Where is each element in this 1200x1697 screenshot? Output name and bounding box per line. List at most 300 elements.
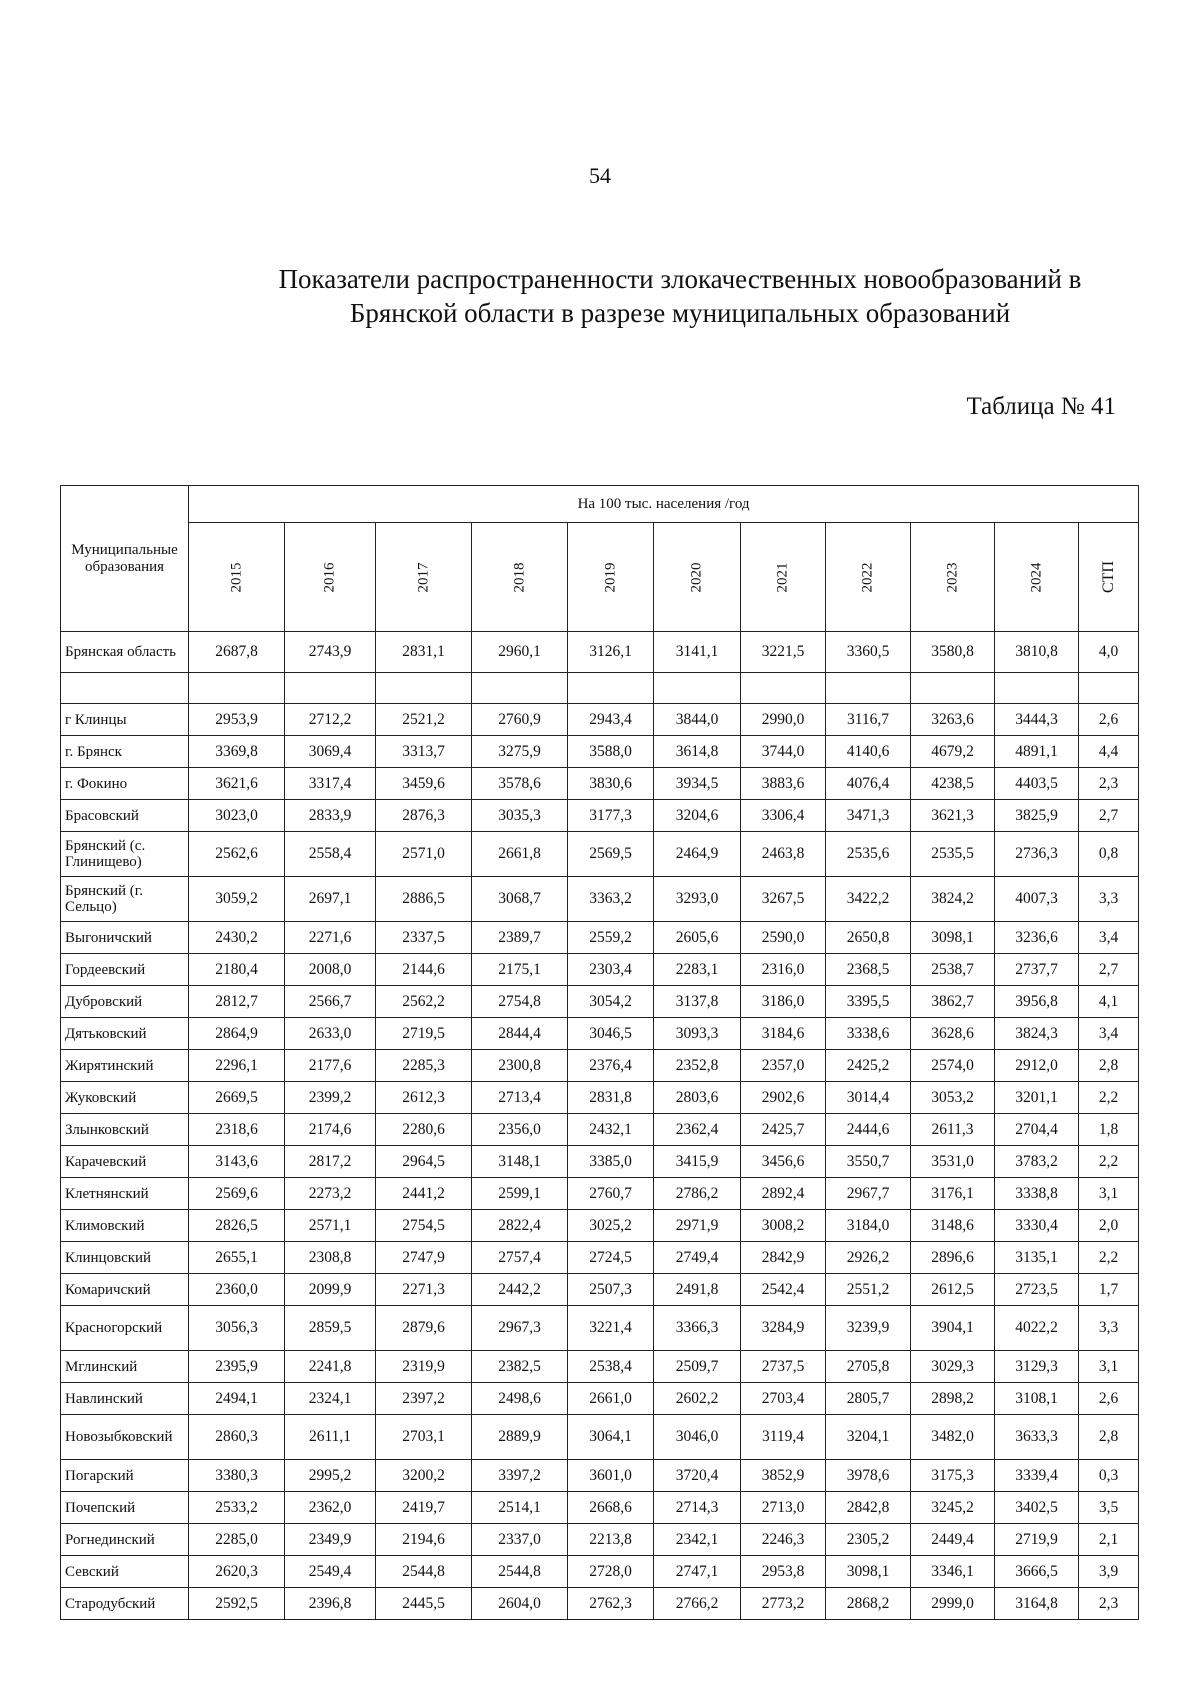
table-row [61,922,1139,954]
table-cell: 3904,1 [911,1306,995,1351]
table-cell: 3852,9 [741,1460,826,1492]
table-cell: 3531,0 [911,1146,995,1178]
table-cell: 2833,9 [285,800,376,832]
table-cell: 2551,2 [826,1274,911,1306]
table-cell: 2419,7 [376,1492,472,1524]
table-cell: 2592,5 [189,1588,285,1620]
table-cell: 2177,6 [285,1050,376,1082]
table-cell: 2337,0 [472,1524,568,1556]
empty-cell [61,673,189,704]
municipality-name: Новозыбковский [61,1415,189,1460]
municipality-name: Жирятинский [61,1050,189,1082]
table-cell: 3720,4 [654,1460,741,1492]
empty-cell [189,673,285,704]
prevalence-table [60,485,1139,1620]
table-cell: 2605,6 [654,922,741,954]
table-cell: 2773,2 [741,1588,826,1620]
table-cell: 2831,1 [376,632,472,673]
table-cell: 2441,2 [376,1178,472,1210]
table-cell: 2571,1 [285,1210,376,1242]
column-header [472,523,568,632]
table-cell: 3046,0 [654,1415,741,1460]
table-cell: 2868,2 [826,1588,911,1620]
table-cell: 2562,2 [376,986,472,1018]
table-cell: 2,3 [1079,1588,1139,1620]
table-cell: 2316,0 [741,954,826,986]
table-cell: 3825,9 [995,800,1079,832]
table-cell: 3306,4 [741,800,826,832]
table-cell: 2766,2 [654,1588,741,1620]
table-cell: 3978,6 [826,1460,911,1492]
table-cell: 2743,9 [285,632,376,673]
table-cell: 2008,0 [285,954,376,986]
table-cell: 3029,3 [911,1351,995,1383]
municipality-name: Жуковский [61,1082,189,1114]
table-cell: 2180,4 [189,954,285,986]
table-cell: 2558,4 [285,832,376,877]
table-header [61,486,1139,632]
table-cell: 3069,4 [285,736,376,768]
table-cell: 2444,6 [826,1114,911,1146]
table-cell: 2494,1 [189,1383,285,1415]
table-cell: 2892,4 [741,1178,826,1210]
table-cell: 3744,0 [741,736,826,768]
table-cell: 3053,2 [911,1082,995,1114]
municipality-name: Мглинский [61,1351,189,1383]
table-cell: 2,6 [1079,1383,1139,1415]
table-cell: 2349,9 [285,1524,376,1556]
table-row [61,1114,1139,1146]
table-cell: 2697,1 [285,877,376,922]
table-cell: 3186,0 [741,986,826,1018]
table-cell: 3385,0 [568,1146,654,1178]
table-cell: 3366,3 [654,1306,741,1351]
table-cell: 2611,3 [911,1114,995,1146]
table-cell: 2337,5 [376,922,472,954]
column-header [376,523,472,632]
table-cell: 2926,2 [826,1242,911,1274]
table-cell: 2319,9 [376,1351,472,1383]
municipality-name: Дубровский [61,986,189,1018]
table-cell: 3422,2 [826,877,911,922]
table-cell: 2760,9 [472,704,568,736]
table-cell: 2,1 [1079,1524,1139,1556]
column-header-label: 2023 [944,562,960,593]
column-header-label: 2015 [228,562,244,593]
empty-cell [995,673,1079,704]
table-cell: 3415,9 [654,1146,741,1178]
table-cell: 4076,4 [826,768,911,800]
table-cell: 2620,3 [189,1556,285,1588]
table-cell: 2889,9 [472,1415,568,1460]
table-cell: 2,7 [1079,954,1139,986]
table-cell: 2812,7 [189,986,285,1018]
table-cell: 2357,0 [741,1050,826,1082]
table-cell: 3116,7 [826,704,911,736]
table-cell: 3267,5 [741,877,826,922]
table-cell: 0,3 [1079,1460,1139,1492]
table-cell: 4238,5 [911,768,995,800]
table-cell: 4891,1 [995,736,1079,768]
table-cell: 2668,6 [568,1492,654,1524]
table-cell: 4679,2 [911,736,995,768]
column-header-label: 2019 [602,562,618,593]
table-cell: 3,4 [1079,1018,1139,1050]
table-cell: 3064,1 [568,1415,654,1460]
table-cell: 2876,3 [376,800,472,832]
table-cell: 2,6 [1079,704,1139,736]
table-cell: 2,3 [1079,768,1139,800]
table-cell: 2912,0 [995,1050,1079,1082]
column-header [741,523,826,632]
table-cell: 2602,2 [654,1383,741,1415]
empty-cell [472,673,568,704]
table-cell: 3200,2 [376,1460,472,1492]
municipality-name: Климовский [61,1210,189,1242]
group-header: На 100 тыс. населения /год [189,486,1139,523]
table-cell: 2805,7 [826,1383,911,1415]
table-cell: 2569,5 [568,832,654,877]
table-cell: 3035,3 [472,800,568,832]
table-cell: 3402,5 [995,1492,1079,1524]
table-cell: 3201,1 [995,1082,1079,1114]
table-cell: 3137,8 [654,986,741,1018]
municipality-name: Гордеевский [61,954,189,986]
table-cell: 3363,2 [568,877,654,922]
table-cell: 3008,2 [741,1210,826,1242]
table-cell: 4140,6 [826,736,911,768]
table-cell: 3184,6 [741,1018,826,1050]
municipality-name: г Клинцы [61,704,189,736]
table-cell: 3666,5 [995,1556,1079,1588]
table-cell: 2425,2 [826,1050,911,1082]
table-cell: 2754,8 [472,986,568,1018]
table-cell: 2535,5 [911,832,995,877]
table-cell: 4007,3 [995,877,1079,922]
table-cell: 2860,3 [189,1415,285,1460]
table-cell: 3014,4 [826,1082,911,1114]
table-row [61,1383,1139,1415]
table-cell: 3824,3 [995,1018,1079,1050]
table-cell: 4022,2 [995,1306,1079,1351]
table-cell: 2967,3 [472,1306,568,1351]
column-header-label: 2020 [688,562,705,593]
table-row [61,704,1139,736]
table-cell: 2757,4 [472,1242,568,1274]
table-cell: 3482,0 [911,1415,995,1460]
empty-cell [911,673,995,704]
municipality-name: Брянский (г. Сельцо) [61,877,189,922]
table-cell: 2687,8 [189,632,285,673]
table-cell: 2960,1 [472,632,568,673]
municipality-name: Комаричский [61,1274,189,1306]
table-cell: 3059,2 [189,877,285,922]
table-cell: 2509,7 [654,1351,741,1383]
table-cell: 2308,8 [285,1242,376,1274]
table-cell: 3129,3 [995,1351,1079,1383]
empty-row [61,673,1139,704]
table-cell: 2728,0 [568,1556,654,1588]
table-cell: 2864,9 [189,1018,285,1050]
table-cell: 3621,6 [189,768,285,800]
municipality-name: Красногорский [61,1306,189,1351]
table-cell: 2241,8 [285,1351,376,1383]
table-cell: 3,1 [1079,1178,1139,1210]
column-header-label: СТП [1099,561,1117,593]
table-cell: 2099,9 [285,1274,376,1306]
column-header-label: 2024 [1028,562,1044,593]
table-cell: 2,8 [1079,1050,1139,1082]
table-cell: 2396,8 [285,1588,376,1620]
table-cell: 2569,6 [189,1178,285,1210]
table-cell: 2445,5 [376,1588,472,1620]
table-cell: 3098,1 [911,922,995,954]
table-row [61,986,1139,1018]
table-cell: 2953,9 [189,704,285,736]
empty-cell [568,673,654,704]
municipality-name: Погарский [61,1460,189,1492]
table-cell: 3176,1 [911,1178,995,1210]
table-cell: 3456,6 [741,1146,826,1178]
table-cell: 2514,1 [472,1492,568,1524]
table-cell: 2521,2 [376,704,472,736]
table-cell: 2737,5 [741,1351,826,1383]
table-cell: 2296,1 [189,1050,285,1082]
municipality-name: г. Фокино [61,768,189,800]
title-line-2: Брянской области в разрезе муниципальных образований [349,298,1011,328]
column-header [189,523,285,632]
table-cell: 3164,8 [995,1588,1079,1620]
table-cell: 3621,3 [911,800,995,832]
table-cell: 3126,1 [568,632,654,673]
table-label: Таблица № 41 [966,393,1116,420]
table-cell: 3221,5 [741,632,826,673]
table-cell: 3263,6 [911,704,995,736]
table-cell: 3628,6 [911,1018,995,1050]
column-header-label: 2016 [321,562,338,593]
column-header-label: 2022 [859,562,876,593]
table-cell: 2389,7 [472,922,568,954]
table-cell: 2542,4 [741,1274,826,1306]
table-row [61,1082,1139,1114]
table-cell: 3239,9 [826,1306,911,1351]
table-cell: 3177,3 [568,800,654,832]
table-cell: 2,8 [1079,1415,1139,1460]
table-row [61,1178,1139,1210]
table-cell: 2538,7 [911,954,995,986]
empty-cell [1079,673,1139,704]
table-cell: 2599,1 [472,1178,568,1210]
table-cell: 3098,1 [826,1556,911,1588]
table-cell: 2213,8 [568,1524,654,1556]
table-cell: 2612,5 [911,1274,995,1306]
table-cell: 2747,9 [376,1242,472,1274]
table-cell: 3862,7 [911,986,995,1018]
table-cell: 3135,1 [995,1242,1079,1274]
table-row [61,1018,1139,1050]
table-row [61,768,1139,800]
table-cell: 2194,6 [376,1524,472,1556]
table-cell: 3023,0 [189,800,285,832]
table-cell: 2604,0 [472,1588,568,1620]
table-cell: 2324,1 [285,1383,376,1415]
table-cell: 2144,6 [376,954,472,986]
table-cell: 3380,3 [189,1460,285,1492]
table-cell: 2318,6 [189,1114,285,1146]
table-cell: 2879,6 [376,1306,472,1351]
table-cell: 2967,7 [826,1178,911,1210]
table-cell: 2342,1 [654,1524,741,1556]
table-cell: 3614,8 [654,736,741,768]
municipality-name: Стародубский [61,1588,189,1620]
table-cell: 3395,5 [826,986,911,1018]
table-cell: 3,5 [1079,1492,1139,1524]
table-cell: 2943,4 [568,704,654,736]
table-cell: 2246,3 [741,1524,826,1556]
table-row [61,1210,1139,1242]
table-cell: 3346,1 [911,1556,995,1588]
table-cell: 2,0 [1079,1210,1139,1242]
table-cell: 2826,5 [189,1210,285,1242]
table-cell: 2650,8 [826,922,911,954]
table-cell: 2661,8 [472,832,568,877]
table-cell: 2705,8 [826,1351,911,1383]
table-cell: 2,2 [1079,1146,1139,1178]
table-cell: 2463,8 [741,832,826,877]
table-cell: 2762,3 [568,1588,654,1620]
table-cell: 2430,2 [189,922,285,954]
table-cell: 2285,3 [376,1050,472,1082]
table-cell: 2822,4 [472,1210,568,1242]
table-cell: 3578,6 [472,768,568,800]
table-cell: 2305,2 [826,1524,911,1556]
table-cell: 2271,3 [376,1274,472,1306]
table-cell: 2491,8 [654,1274,741,1306]
page-title [240,262,1120,330]
table-cell: 3338,6 [826,1018,911,1050]
table-cell: 2831,8 [568,1082,654,1114]
table-cell: 2612,3 [376,1082,472,1114]
table-cell: 3,1 [1079,1351,1139,1383]
table-cell: 2611,1 [285,1415,376,1460]
table-cell: 2271,6 [285,922,376,954]
column-header [826,523,911,632]
table-cell: 4,4 [1079,736,1139,768]
row-header: Муниципальные образования [61,486,189,632]
title-line-1: Показатели распространенности злокачественных новообразований в [278,264,1082,294]
table-cell: 2713,0 [741,1492,826,1524]
table-cell: 3143,6 [189,1146,285,1178]
municipality-name: Карачевский [61,1146,189,1178]
table-cell: 3148,1 [472,1146,568,1178]
table-cell: 3580,8 [911,632,995,673]
table-row [61,1050,1139,1082]
table-cell: 2590,0 [741,922,826,954]
table-cell: 2300,8 [472,1050,568,1082]
table-cell: 3119,4 [741,1415,826,1460]
empty-cell [654,673,741,704]
table-cell: 3471,3 [826,800,911,832]
municipality-name: г. Брянск [61,736,189,768]
table-cell: 3221,4 [568,1306,654,1351]
table-cell: 2175,1 [472,954,568,986]
table-cell: 3601,0 [568,1460,654,1492]
table-cell: 2655,1 [189,1242,285,1274]
table-cell: 2704,4 [995,1114,1079,1146]
table-cell: 3284,9 [741,1306,826,1351]
table-cell: 2425,7 [741,1114,826,1146]
table-cell: 3046,5 [568,1018,654,1050]
table-cell: 3025,2 [568,1210,654,1242]
municipality-name: Клинцовский [61,1242,189,1274]
table-cell: 2,7 [1079,800,1139,832]
table-cell: 3056,3 [189,1306,285,1351]
table-cell: 1,7 [1079,1274,1139,1306]
table-cell: 2362,0 [285,1492,376,1524]
empty-cell [376,673,472,704]
table-cell: 3141,1 [654,632,741,673]
table-row [61,800,1139,832]
table-row [61,1556,1139,1588]
table-row [61,877,1139,922]
table-cell: 0,8 [1079,832,1139,877]
table-cell: 2902,6 [741,1082,826,1114]
table-cell: 4,1 [1079,986,1139,1018]
table-row [61,1306,1139,1351]
table-row [61,1460,1139,1492]
table-cell: 2737,7 [995,954,1079,986]
table-cell: 3339,4 [995,1460,1079,1492]
table-row [61,1274,1139,1306]
table-cell: 2723,5 [995,1274,1079,1306]
table-cell: 4403,5 [995,768,1079,800]
table-row [61,1524,1139,1556]
table-cell: 2544,8 [376,1556,472,1588]
page-number: 54 [589,163,611,188]
municipality-name: Навлинский [61,1383,189,1415]
table-cell: 3883,6 [741,768,826,800]
table-cell: 1,8 [1079,1114,1139,1146]
table-row [61,736,1139,768]
table-cell: 3148,6 [911,1210,995,1242]
table-cell: 2633,0 [285,1018,376,1050]
table-cell: 2376,4 [568,1050,654,1082]
table-cell: 2,2 [1079,1082,1139,1114]
table-cell: 2544,8 [472,1556,568,1588]
table-cell: 2990,0 [741,704,826,736]
table-cell: 2549,4 [285,1556,376,1588]
municipality-name: Севский [61,1556,189,1588]
table-cell: 3397,2 [472,1460,568,1492]
table-cell: 2964,5 [376,1146,472,1178]
table-cell: 2953,8 [741,1556,826,1588]
table-cell: 2859,5 [285,1306,376,1351]
municipality-name: Выгоничский [61,922,189,954]
table-cell: 2442,2 [472,1274,568,1306]
table-cell: 3293,0 [654,877,741,922]
table-cell: 3783,2 [995,1146,1079,1178]
table-cell: 2533,2 [189,1492,285,1524]
table-cell: 2971,9 [654,1210,741,1242]
table-cell: 2703,1 [376,1415,472,1460]
table-cell: 3275,9 [472,736,568,768]
table-cell: 3934,5 [654,768,741,800]
table-cell: 2724,5 [568,1242,654,1274]
table-cell: 2719,9 [995,1524,1079,1556]
table-cell: 2886,5 [376,877,472,922]
table-cell: 3,3 [1079,877,1139,922]
table-cell: 2382,5 [472,1351,568,1383]
